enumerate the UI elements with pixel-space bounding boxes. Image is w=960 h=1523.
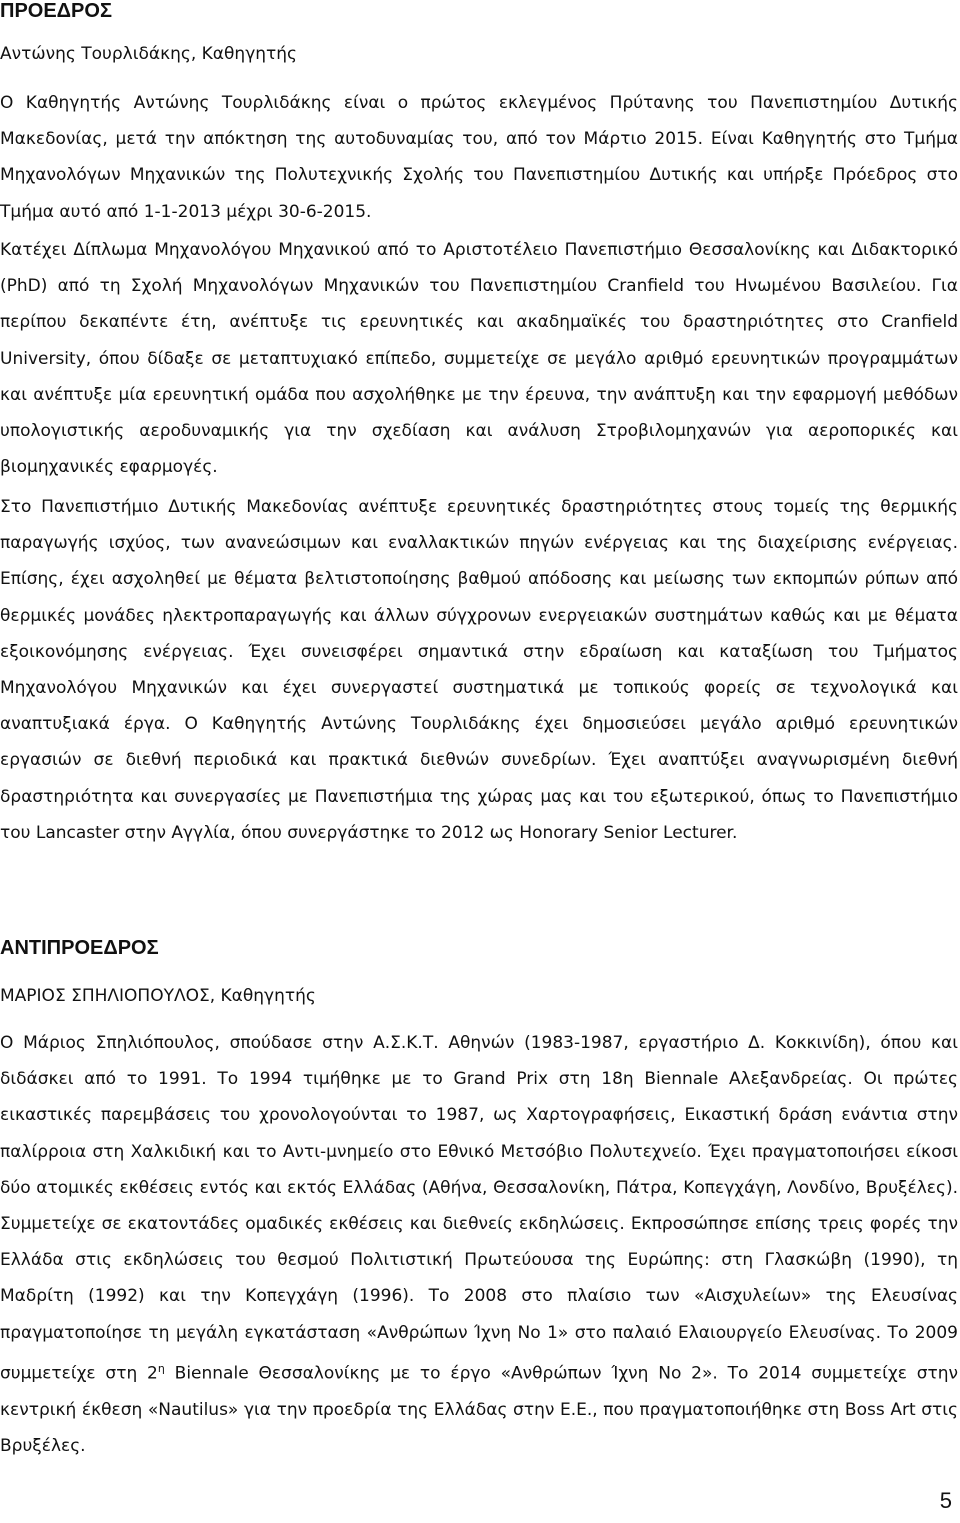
president-bio-paragraph-3: Στο Πανεπιστήμιο Δυτικής Μακεδονίας ανέπτυξε ερευνητικές δραστηριότητες στους τομείς της θερμικής παραγωγής ισχύος, των ανανεώσιμων και εναλλακτικών πηγών ενέργειας και της διαχείρισης ενέργειας. Επίσης, έχει ασχοληθεί με θέματα βελτιστοποίησης βαθμού απόδοσης και μείωσης των εκπομπών ρύπων από θερμικές μονάδες ηλεκτροπαραγωγής και άλλων σύγχρονων ενεργειακών συστημάτων καθώς και με θέματα εξοικονόμησης ενέργειας. Έχει συνεισφέρει σημαντικά στην εδραίωση και καταξίωση του Τμήματος Μηχανολόγου Μηχανικών και έχει συνεργαστεί συστηματικά με τοπικούς φορείς σε τεχνολογικά και αναπτυξιακά έργα. Ο Καθηγητής Αντώνης Τουρλιδάκης έχει δημοσιεύσει μεγάλο αριθμό ερευνητικών εργασιών σε διεθνή περιοδικά και πρακτικά διεθνών συνεδρίων. Έχει αναπτύξει αναγνωρισμένη διεθνή δραστηριότητα και συνεργασίες με Πανεπιστήμια της χώρας μας και του εξωτερικού, όπως το Πανεπιστήμιο του Lancaster στην Αγγλία, όπου συνεργάστηκε το 2012 ως Honorary Senior Lecturer. bbox=[0, 497, 958, 843]
president-name-line: Αντώνης Τουρλιδάκης, Καθηγητής bbox=[0, 44, 298, 64]
page-number: 5 bbox=[939, 1488, 952, 1513]
president-bio-paragraph-2: Κατέχει Δίπλωμα Μηχανολόγου Μηχανικού από το Αριστοτέλειο Πανεπιστήμιο Θεσσαλονίκης και Διδακτορικό (PhD) από τη Σχολή Μηχανολόγων Μηχανικών του Πανεπιστημίου Cranfield του Ηνωμένου Βασιλείου. Για περίπου δεκαπέντε έτη, ανέπτυξε τις ερευνητικές και ακαδημαϊκές του δραστηριότητες στο Cranfield University, όπου δίδαξε σε μεταπτυχιακό επίπεδο, συμμετείχε σε μεγάλο αριθμό ερευνητικών προγραμμάτων και ανέπτυξε μία ερευνητική ομάδα που ασχολήθηκε με την έρευνα, την ανάπτυξη και την εφαρμογή μεθόδων υπολογιστικής αεροδυναμικής για την σχεδίαση και ανάλυση Στροβιλομηχανών για αεροπορικές και βιομηχανικές εφαρμογές. bbox=[0, 240, 958, 478]
vice-president-name-line: ΜΑΡΙΟΣ ΣΠΗΛΙΟΠΟΥΛΟΣ, Καθηγητής bbox=[0, 986, 316, 1006]
vice-president-bio-paragraph bbox=[0, 1025, 958, 1464]
bio-text-part-1: Ο Μάριος Σπηλιόπουλος, σπούδασε στην Α.Σ.Κ.Τ. Αθηνών (1983-1987, εργαστήριο Δ. Κοκκινίδη), όπου και διδάσκει από το 1991. Το 1994 τιμήθηκε με το Grand Prix στη 18η Biennale Αλεξανδρείας. Οι πρώτες εικαστικές παρεμβάσεις του χρονολογούνται το 1987, ως Χαρτογραφήσεις, Εικαστική δράση ενάντια στην παλίρροια στη Χαλκιδική και το Αντι-μνημείο στο Εθνικό Μετσόβιο Πολυτεχνείο. Έχει πραγματοποιήσει είκοσι δύο ατομικές εκθέσεις εντός και εκτός Ελλάδας (Αθήνα, Θεσσαλονίκη, Πάτρα, Κοπεγχάγη, Λονδίνο, Βρυξέλες). Συμμετείχε σε εκατοντάδες ομαδικές εκθέσεις και διεθνείς εκδηλώσεις. Εκπροσώπησε επίσης τρεις φορές την Ελλάδα στις εκδηλώσεις του θεσμού Πολιτιστική Πρωτεύουσα της Ευρώπης: στη Γλασκώβη (1990), τη Μαδρίτη (1992) και την Κοπεγχάγη (1996). Το 2008 στο πλαίσιο των «Αισχυλείων» της Ελευσίνας πραγματοποίησε τη μεγάλη εγκατάσταση «Ανθρώπων Ίχνη Νο 1» στο παλαιό Ελαιουργείο Ελευσίνας. Το 2009 συμμετείχε στη 2 bbox=[0, 1033, 958, 1384]
bio-text-part-2: Biennale Θεσσαλονίκης με το έργο «Ανθρώπων Ίχνη Νο 2». Το 2014 συμμετείχε στην κεντρική έκθεση «Nautilus» για την προεδρία της Ελλάδας στην Ε.Ε., που πραγματοποιήθηκε στη Boss Art στις Βρυξέλες. bbox=[0, 1363, 958, 1456]
section-heading-vice-president: ΑΝΤΙΠΡΟΕΔΡΟΣ bbox=[0, 937, 159, 959]
ordinal-superscript: η bbox=[157, 1361, 165, 1375]
section-heading-president: ΠΡΟΕΔΡΟΣ bbox=[0, 0, 112, 22]
president-bio-paragraph-1: Ο Καθηγητής Αντώνης Τουρλιδάκης είναι ο πρώτος εκλεγμένος Πρύτανης του Πανεπιστημίου Δυτικής Μακεδονίας, μετά την απόκτηση της αυτοδυναμίας του, από τον Μάρτιο 2015. Είναι Καθηγητής στο Τμήμα Μηχανολόγων Μηχανικών της Πολυτεχνικής Σχολής του Πανεπιστημίου Δυτικής και υπήρξε Πρόεδρος στο Τμήμα αυτό από 1-1-2013 μέχρι 30-6-2015. bbox=[0, 93, 958, 222]
